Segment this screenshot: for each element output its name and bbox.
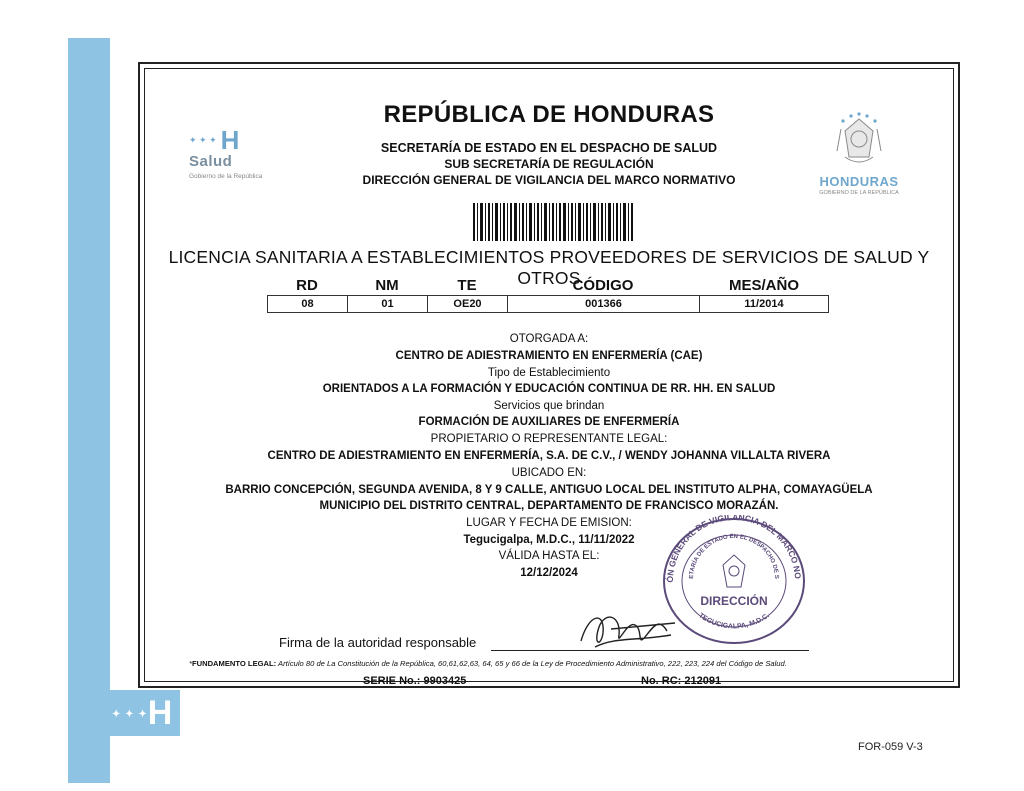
stamp-center-text: DIRECCIÓN — [700, 594, 768, 608]
legal-text: Artículo 80 de La Constitución de la República, 60,61,62,63, 64, 65 y 66 de la Ley de Procedimiento Administrativo, 222, 223, 224 del Código de Salud. — [278, 659, 787, 668]
directorate-line: DIRECCIÓN GENERAL DE VIGILANCIA DEL MARCO NORMATIVO — [362, 173, 736, 187]
codes-value-rd: 08 — [268, 296, 348, 312]
form-code: FOR-059 V-3 — [858, 741, 923, 753]
honduras-logo-word: HONDURAS — [819, 174, 899, 189]
location-label: UBICADO EN: — [511, 467, 587, 479]
codes-value-codigo: 001366 — [508, 296, 700, 312]
stamp-bottom-text: TEGUCIGALPA, M.D.C. — [697, 612, 771, 631]
side-color-band — [68, 38, 110, 783]
signature-line — [491, 650, 809, 651]
subministry-line: SUB SECRETARÍA DE REGULACIÓN — [444, 157, 654, 171]
signature-icon — [575, 607, 685, 653]
codes-header-codigo: CÓDIGO — [572, 277, 634, 294]
location-line-2: MUNICIPIO DEL DISTRITO CENTRAL, DEPARTAMENTO DE FRANCISCO MORAZÁN. — [319, 500, 779, 512]
codes-header-te: TE — [457, 277, 477, 294]
serie-number: SERIE No.: 9903425 — [363, 675, 467, 687]
honduras-logo-caption: GOBIERNO DE LA REPÚBLICA — [819, 190, 899, 196]
codes-value-te: OE20 — [428, 296, 508, 312]
services-value: FORMACIÓN DE AUXILIARES DE ENFERMERÍA — [418, 416, 680, 428]
barcode-icon — [473, 203, 633, 241]
legal-prefix: FUNDAMENTO LEGAL: — [191, 659, 277, 668]
salud-logo-caption: Gobierno de la República — [189, 173, 263, 180]
handwritten-signature — [575, 607, 685, 653]
side-logo-letter: H — [147, 694, 174, 732]
ministry-line: SECRETARÍA DE ESTADO EN EL DESPACHO DE SALUD — [380, 141, 718, 155]
valid-label: VÁLIDA HASTA EL: — [498, 550, 600, 562]
owner-label: PROPIETARIO O REPRESENTANTE LEGAL: — [430, 433, 668, 445]
salud-logo-h-icon: H — [220, 125, 240, 155]
codes-header-rd: RD — [296, 277, 318, 294]
certificate-inner-border — [144, 68, 954, 687]
page-title: REPÚBLICA DE HONDURAS — [383, 101, 715, 128]
codes-header-mes-ano: MES/AÑO — [728, 277, 799, 294]
type-value: ORIENTADOS A LA FORMACIÓN Y EDUCACIÓN CONTINUA DE RR. HH. EN SALUD — [322, 383, 776, 395]
codes-value-nm: 01 — [348, 296, 428, 312]
barcode — [473, 203, 633, 241]
svg-text:TEGUCIGALPA, M.D.C. — [697, 612, 771, 630]
rc-number: No. RC: 212091 — [641, 675, 722, 687]
issue-value: Tegucigalpa, M.D.C., 11/11/2022 — [463, 534, 635, 546]
signature-label: Firma de la autoridad responsable — [279, 635, 477, 650]
owner-value: CENTRO DE ADIESTRAMIENTO EN ENFERMERÍA, S.A. DE C.V., / WENDY JOHANNA VILLALTA RIVERA — [267, 450, 831, 462]
salud-logo-word: Salud — [189, 153, 233, 170]
type-label: Tipo de Establecimiento — [487, 367, 611, 379]
valid-value: 12/12/2024 — [520, 567, 578, 579]
stamp-ring-text: ÓN GENERAL DE VIGILANCIA DEL MARCO NO — [664, 515, 804, 583]
licence-certificate — [138, 62, 960, 688]
legal-basis: *FUNDAMENTO LEGAL: Artículo 80 de La Constitución de la República, 60,61,62,63, 64, 65 y 66 de la Ley de Procedimiento Administrativo, 222, 223, 224 del Código de Salud. — [189, 659, 787, 668]
issue-label: LUGAR Y FECHA DE EMISION: — [466, 517, 632, 529]
granted-label: OTORGADA A: — [509, 333, 589, 345]
codes-header-nm: NM — [375, 277, 399, 294]
granted-to: CENTRO DE ADIESTRAMIENTO EN ENFERMERÍA (CAE) — [395, 350, 703, 362]
codes-table-row — [267, 295, 829, 313]
side-logo-h-icon — [112, 693, 173, 735]
salud-logo-stars: ✦ ✦ ✦ — [189, 134, 217, 145]
side-logo-stars: ✦ ✦ ✦ — [112, 709, 148, 721]
licence-title: LICENCIA SANITARIA A ESTABLECIMIENTOS PROVEEDORES DE SERVICIOS DE SALUD Y OTROS — [168, 247, 930, 288]
svg-text:DIRECCIÓN GENERAL DE VIGILANCI — [659, 515, 803, 583]
location-line-1: BARRIO CONCEPCIÓN, SEGUNDA AVENIDA, 8 Y 9 CALLE, ANTIGUO LOCAL DEL INSTITUTO ALPHA, COMAYAGÜELA — [225, 484, 873, 496]
services-label: Servicios que brindan — [493, 400, 605, 412]
codes-table-header — [267, 277, 829, 294]
stamp-inner-text: ETARÍA DE ESTADO EN EL DESPACHO DE S — [688, 533, 780, 580]
codes-value-mes-ano: 11/2014 — [744, 298, 784, 310]
